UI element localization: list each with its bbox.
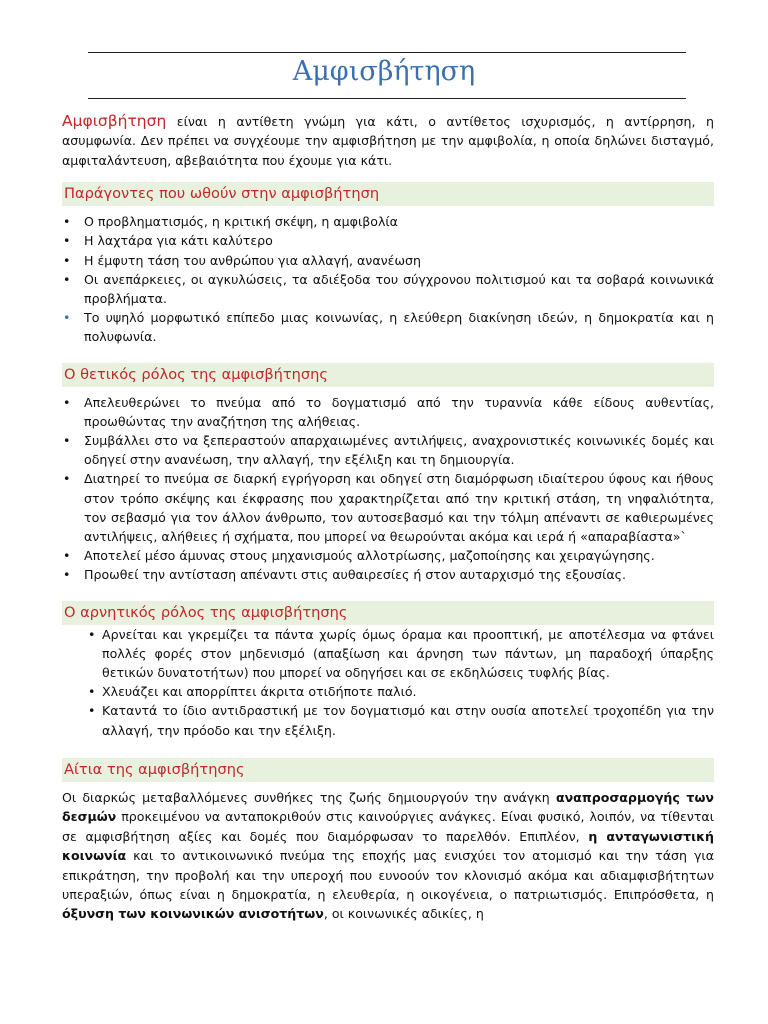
causes-text: προκειμένου να ανταποκριθούν στις καινούργιες ανάγκες. Είναι φυσικό, λοιπόν, να τίθενται σε αμφισβήτηση αξίες και δομές που διαμόρφωσαν το παρελθόν. Επιπλέον,: [62, 809, 714, 844]
section-heading-negative: Ο αρνητικός ρόλος της αμφισβήτησης: [62, 601, 714, 625]
intro-paragraph: [62, 112, 714, 170]
list-item: • Χλευάζει και απορρίπτει άκριτα οτιδήποτε παλιό.: [62, 682, 714, 701]
list-item: • Η έμφυτη τάση του ανθρώπου για αλλαγή, ανανέωση: [62, 251, 714, 270]
page-title: Αμφισβήτηση: [292, 56, 476, 87]
list-item: • Οι ανεπάρκειες, οι αγκυλώσεις, τα αδιέξοδα του σύγχρονου πολιτισμού και τα σοβαρά κοινωνικά προβλήματα.: [62, 270, 714, 308]
causes-text: και το αντικοινωνικό πνεύμα της εποχής μας ενισχύει τον ατομισμό και την τάση για επικράτηση, την προβολή και την υπεροχή που ευνοούν τον κλονισμό ακόμα και αδιαμφισβήτητων υπεραξιών, όπως είναι η δημοκρατία, η ελευθερία, η οικογένεια, ο πατριωτισμός. Επιπρόσθετα, η: [62, 848, 714, 902]
list-item: • Αποτελεί μέσο άμυνας στους μηχανισμούς αλλοτρίωσης, μαζοποίησης και χειραγώγησης.: [62, 546, 714, 565]
list-item: • Καταντά το ίδιο αντιδραστική με τον δογματισμό και στην ουσία αποτελεί τροχοπέδη για την αλλαγή, την πρόοδο και την εξέλιξη.: [62, 701, 714, 739]
negative-list: [62, 625, 714, 740]
list-item: • Συμβάλλει στο να ξεπεραστούν απαρχαιωμένες αντιλήψεις, αναχρονιστικές κοινωνικές δομές και οδηγεί στην ανανέωση, την αλλαγή, την εξέλιξη και τη δημιουργία.: [62, 431, 714, 469]
list-item: • Διατηρεί το πνεύμα σε διαρκή εγρήγορση και οδηγεί στη διαμόρφωση ιδιαίτερου ύφους και ήθους στον τρόπο σκέψης και έκφρασης που χαρακτηρίζεται από την κριτική στάση, τη νηφαλιότητα, τον σεβασμό για τον άλλον άνθρωπο, τον αυτοσεβασμό και την τόλμη απέναντι σε καθιερωμένες αντιλήψεις, αλήθειες ή σχήματα, που μπορεί να θεωρούνται ακόμα και ιερά ή «απαραβίαστα»`: [62, 469, 714, 546]
intro-text: είναι η αντίθετη γνώμη για κάτι, ο αντίθετος ισχυρισμός, η αντίρρηση, η ασυμφωνία. Δεν πρέπει να συγχέουμε την αμφισβήτηση με την αμφιβολία, η οποία δηλώνει δισταγμό, αμφιταλάντευση, αβεβαιότητα που έχουμε για κάτι.: [62, 114, 714, 168]
list-item: • Προωθεί την αντίσταση απέναντι στις αυθαιρεσίες ή στον αυταρχισμό της εξουσίας.: [62, 565, 714, 584]
intro-term: Αμφισβήτηση: [62, 112, 167, 130]
causes-bold: η ανταγωνιστική κοινωνία: [62, 828, 714, 864]
list-item: • Η λαχτάρα για κάτι καλύτερο: [62, 231, 714, 250]
causes-bold: όξυνση των κοινωνικών ανισοτήτων: [62, 906, 324, 922]
factors-list: [62, 212, 714, 346]
causes-text: , οι κοινωνικές αδικίες, η: [323, 906, 484, 922]
list-item: • Απελευθερώνει το πνεύμα από το δογματισμό από την τυραννία κάθε είδους αυθεντίας, προωθώντας την αναζήτηση της αλήθειας.: [62, 393, 714, 431]
causes-bold: αναπροσαρμογής των δεσμών: [62, 789, 714, 825]
section-heading-factors: Παράγοντες που ωθούν στην αμφισβήτηση: [62, 182, 714, 206]
section-heading-causes: Αίτια της αμφισβήτησης: [62, 758, 714, 782]
positive-list: [62, 393, 714, 585]
main-content: [62, 112, 714, 924]
causes-text: Οι διαρκώς μεταβαλλόμενες συνθήκες της ζωής δημιουργούν την ανάγκη: [62, 789, 556, 805]
top-rule: [88, 52, 686, 53]
section-heading-positive: Ο θετικός ρόλος της αμφισβήτησης: [62, 363, 714, 387]
bottom-rule: [88, 98, 686, 99]
list-item: • Ο προβληματισμός, η κριτική σκέψη, η αμφιβολία: [62, 212, 714, 231]
list-item: • Το υψηλό μορφωτικό επίπεδο μιας κοινωνίας, η ελεύθερη διακίνηση ιδεών, η δημοκρατία και η πολυφωνία.: [62, 308, 714, 346]
list-item: • Αρνείται και γκρεμίζει τα πάντα χωρίς όμως όραμα και προοπτική, με αποτέλεσμα να φτάνει πολλές φορές στον μηδενισμό (απαξίωση και άρνηση των πάντων, μη παραδοχή ύπαρξης θετικών δυνατοτήτων) που μπορεί να οδηγήσει και σε εκδηλώσεις τυφλής βίας.: [62, 625, 714, 683]
causes-paragraph: [62, 788, 714, 924]
